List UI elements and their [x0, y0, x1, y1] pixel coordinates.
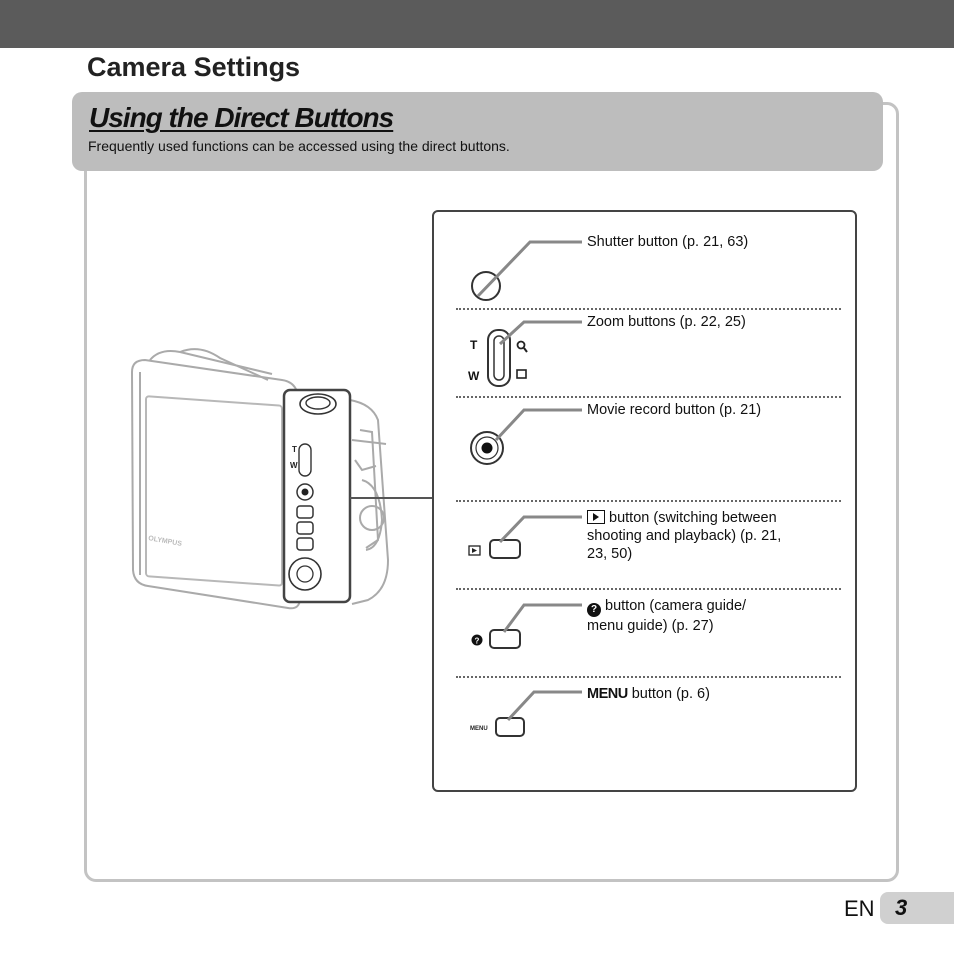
divider	[456, 500, 841, 502]
section-title: Using the Direct Buttons	[89, 102, 394, 133]
section-description: Frequently used functions can be accessed using the direct buttons.	[88, 138, 510, 154]
camera-brand: OLYMPUS	[147, 535, 183, 548]
zoom-w-label: W	[468, 369, 480, 383]
index-icon	[517, 370, 526, 378]
zoom-t-label: T	[470, 338, 478, 352]
zoom-label: Zoom buttons (p. 22, 25)	[587, 314, 746, 330]
svg-text:T: T	[292, 445, 297, 454]
divider	[456, 676, 841, 678]
menu-small-label: MENU	[470, 726, 488, 732]
chapter-title: Camera Settings	[87, 52, 301, 82]
guide-label: ? button (camera guide/ menu guide) (p. 27)	[587, 598, 747, 634]
help-inline-icon: ?	[587, 603, 601, 617]
page-language: EN	[844, 896, 875, 921]
divider	[456, 588, 841, 590]
svg-text:W: W	[290, 461, 298, 470]
playback-inline-icon	[587, 510, 605, 524]
page-tab	[880, 892, 954, 924]
menu-label: MENU button (p. 6)	[587, 686, 710, 702]
svg-text:?: ?	[474, 636, 480, 646]
divider	[456, 308, 841, 310]
divider	[456, 396, 841, 398]
shutter-label: Shutter button (p. 21, 63)	[587, 234, 749, 250]
playback-label: button (switching between shooting and playback) (p. 21, 23, 50)	[587, 510, 782, 562]
direct-buttons-callout	[432, 210, 857, 792]
movie-label: Movie record button (p. 21)	[587, 402, 762, 418]
magnify-icon	[518, 342, 525, 349]
page-number: 3	[895, 895, 908, 920]
